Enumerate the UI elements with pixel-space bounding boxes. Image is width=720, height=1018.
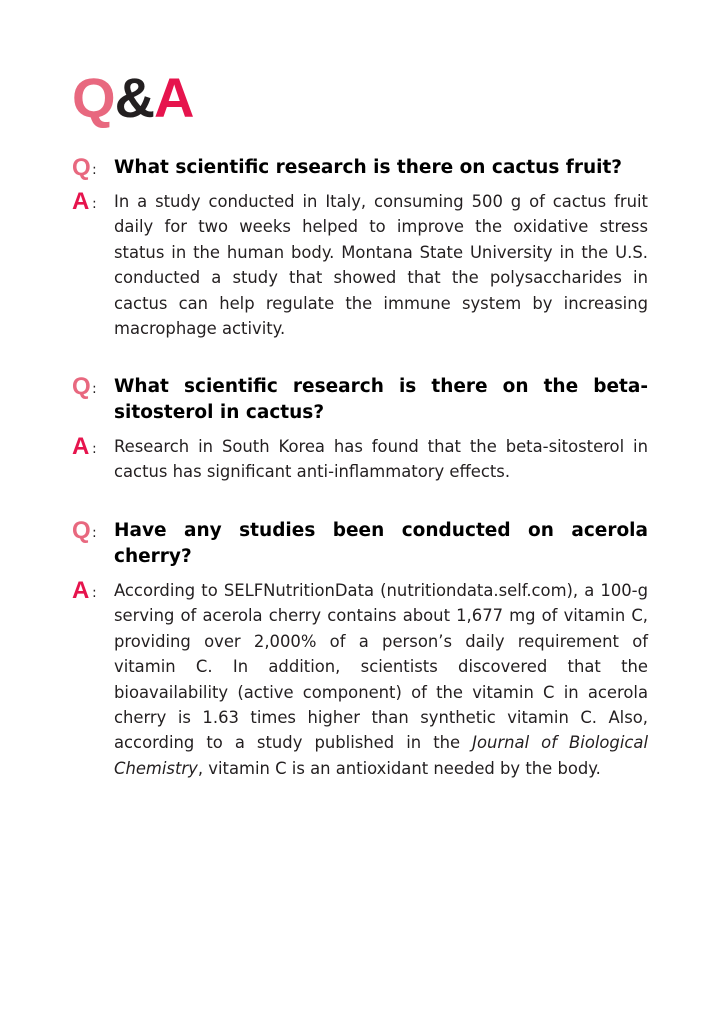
answer-row — [72, 578, 648, 781]
question-row — [72, 374, 648, 426]
colon-separator: : — [92, 162, 97, 178]
answer-text-part: According to SELFNutritionData (nutritiondata.self.com), a 100-g serving of acerola cherry contains about 1,677 mg of vitamin C, providing over 2,000% of a person’s daily requirement of vitamin C. In addition, scientists discovered that the bioavailability (active component) of the vitamin C in acerola cherry is 1.63 times higher than synthetic vitamin C. Also, according to a study published in the — [114, 581, 648, 753]
question-text: What scientific research is there on cactus fruit? — [114, 157, 623, 178]
qa-item-2 — [72, 374, 648, 485]
a-label: A — [72, 433, 90, 460]
title-ampersand: & — [114, 66, 155, 129]
title-q-letter: Q — [72, 66, 115, 129]
q-label: Q — [72, 154, 91, 181]
answer-row — [72, 434, 648, 485]
answer-text-part: , vitamin C is an antioxidant needed by the body. — [197, 758, 601, 778]
q-label: Q — [72, 517, 91, 544]
question-row — [72, 518, 648, 570]
answer-text — [114, 578, 648, 781]
answer-text: In a study conducted in Italy, consuming 500 g of cactus fruit daily for two weeks helped to improve the oxidative stress status in the human body. Montana State University in the U.S. conducted a study that showed that the polysaccharides in cactus can help regulate the immune system by increasing macrophage activity. — [114, 192, 648, 339]
title-a-letter: A — [154, 66, 194, 129]
colon-separator: : — [92, 585, 97, 601]
qa-item-1 — [72, 155, 648, 341]
a-label: A — [72, 577, 90, 604]
colon-separator: : — [92, 525, 97, 541]
colon-separator: : — [92, 196, 97, 212]
a-label: A — [72, 188, 90, 215]
colon-separator: : — [92, 381, 97, 397]
question-text: What scientific research is there on the beta-sitosterol in cactus? — [114, 376, 648, 423]
question-row — [72, 155, 648, 181]
question-text: Have any studies been conducted on acerola cherry? — [114, 520, 648, 567]
page-title — [72, 66, 194, 129]
colon-separator: : — [92, 441, 97, 457]
journal-title: Journal of Biological Chemistry — [114, 733, 648, 778]
qa-item-3 — [72, 518, 648, 781]
answer-text: Research in South Korea has found that the beta-sitosterol in cactus has significant anti-inflammatory effects. — [114, 437, 648, 482]
q-label: Q — [72, 373, 91, 400]
answer-row — [72, 189, 648, 341]
